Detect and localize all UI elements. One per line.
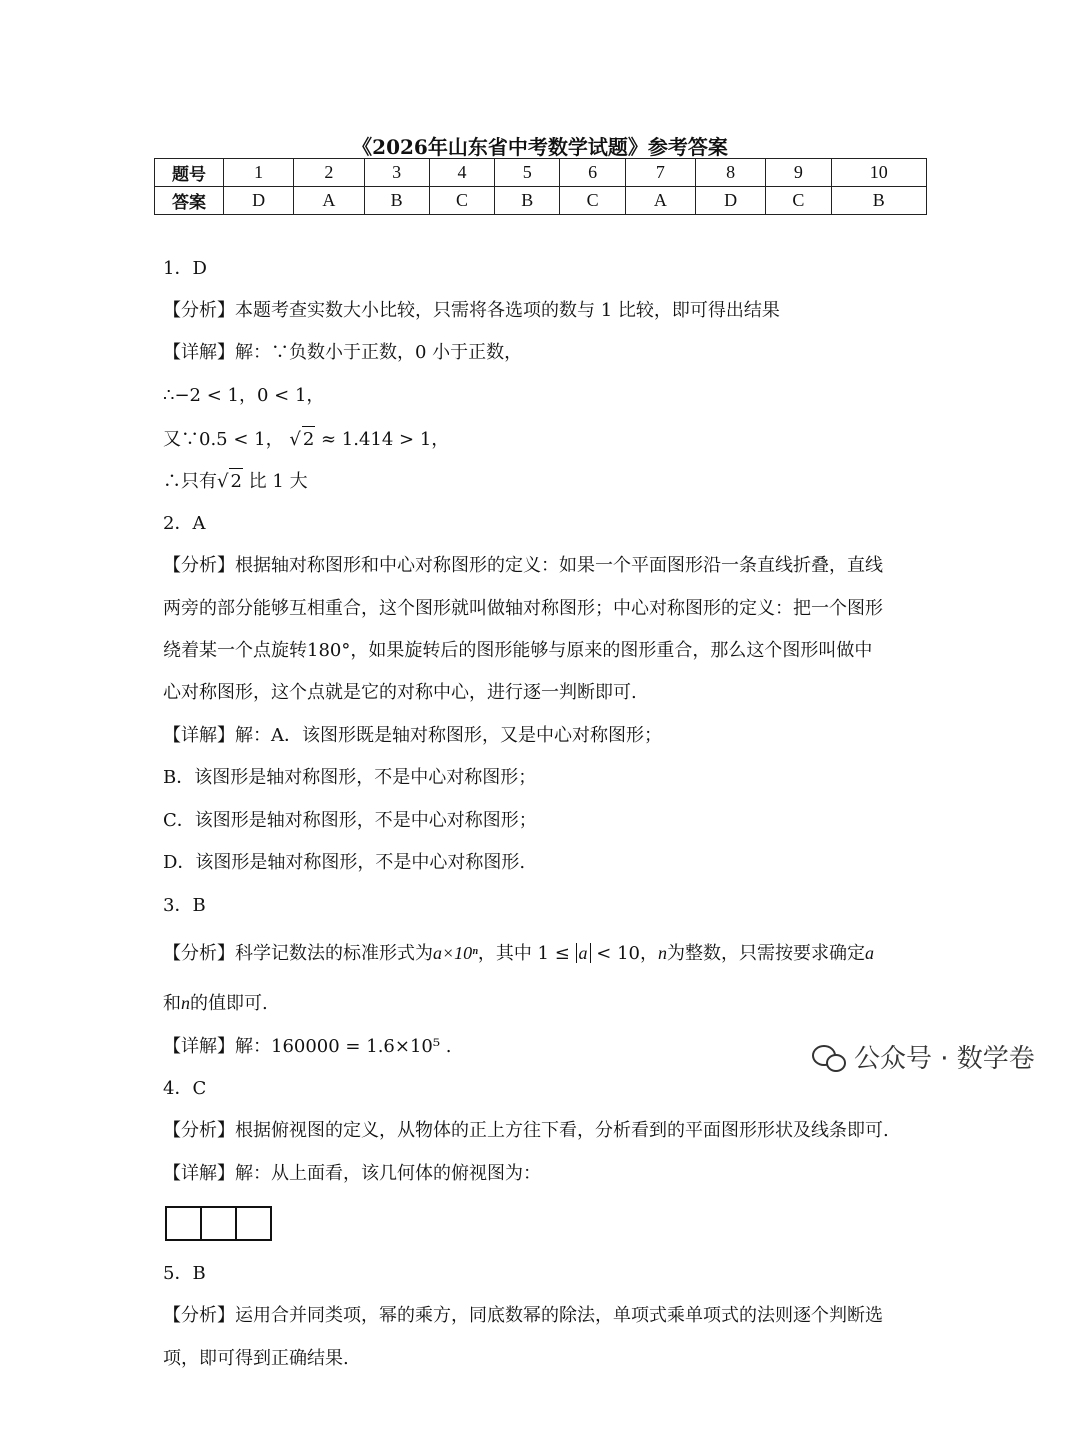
- q3-line2-n: n: [181, 993, 190, 1013]
- table-cell: 6: [560, 159, 625, 187]
- q1-detail: 【详解】解：∵负数小于正数，0 小于正数，: [163, 342, 523, 363]
- table-cell: 4: [429, 159, 494, 187]
- table-cell: 7: [625, 159, 695, 187]
- page-title: 《2026年山东省中考数学试题》参考答案: [352, 135, 728, 159]
- q5-analysis-2: 项，即可得到正确结果.: [163, 1348, 349, 1369]
- q1-step2-a: 又∵0.5 < 1，: [163, 429, 284, 450]
- wechat-icon: [812, 1043, 846, 1071]
- table-row-answers: [155, 187, 927, 215]
- watermark: [812, 1038, 1035, 1075]
- q3-analysis-d: 为整数，只需按要求确定: [667, 943, 865, 964]
- q1-step2: 又∵0.5 < 1， √ 2 ≈ 1.414 > 1，: [163, 426, 449, 453]
- table-cell: 5: [495, 159, 560, 187]
- table-cell: A: [294, 187, 364, 215]
- row-label-answer: 答案: [155, 187, 224, 215]
- q3-line2-a: 和: [163, 993, 181, 1014]
- q3-analysis-c: < 10，: [596, 943, 658, 964]
- q3-line2-b: 的值即可.: [190, 993, 268, 1014]
- q1-step3-a: ∴只有: [163, 471, 217, 492]
- q3-analysis-1: [163, 940, 874, 967]
- q1-step3-b: 比 1 大: [248, 471, 308, 492]
- q2-option-c: C．该图形是轴对称图形，不是中心对称图形；: [163, 810, 537, 831]
- top-view-square: [165, 1206, 202, 1241]
- table-cell: 10: [831, 159, 926, 187]
- answer-table: [154, 158, 927, 215]
- table-cell: C: [766, 187, 831, 215]
- row-label-number: 题号: [155, 159, 224, 187]
- q3-expr: a×10ⁿ: [433, 943, 478, 963]
- table-cell: B: [495, 187, 560, 215]
- q3-n: n: [658, 943, 667, 963]
- q2-analysis-3: 绕着某一个点旋转180°，如果旋转后的图形能够与原来的图形重合，那么这个图形叫做中: [163, 640, 873, 661]
- q3-analysis-b: ，其中 1 ≤: [477, 943, 570, 964]
- q1-heading: 1．D: [163, 258, 207, 279]
- table-cell: 3: [364, 159, 429, 187]
- q2-option-d: D．该图形是轴对称图形，不是中心对称图形.: [163, 852, 526, 873]
- table-cell: 9: [766, 159, 831, 187]
- q1-step1: ∴−2 < 1，0 < 1，: [163, 385, 325, 406]
- q3-detail: 【详解】解：160000 = 1.6×10⁵ .: [163, 1036, 452, 1057]
- q3-heading: 3．B: [163, 895, 206, 916]
- q5-heading: 5．B: [163, 1263, 206, 1284]
- table-cell: C: [429, 187, 494, 215]
- abs-value: a: [576, 943, 591, 963]
- table-cell: 2: [294, 159, 364, 187]
- q2-detail: 【详解】解：A．该图形既是轴对称图形，又是中心对称图形；: [163, 725, 662, 746]
- table-cell: C: [560, 187, 625, 215]
- sqrt-radicand: 2: [229, 468, 242, 495]
- q5-analysis-1: 【分析】运用合并同类项，幂的乘方，同底数幂的除法，单项式乘单项式的法则逐个判断选: [163, 1305, 883, 1326]
- table-cell: D: [224, 187, 294, 215]
- sqrt-radicand: 2: [302, 426, 315, 453]
- top-view-figure: [165, 1206, 272, 1241]
- table-row-numbers: [155, 159, 927, 187]
- q4-heading: 4．C: [163, 1078, 207, 1099]
- q2-analysis-2: 两旁的部分能够互相重合，这个图形就叫做轴对称图形；中心对称图形的定义：把一个图形: [163, 598, 883, 619]
- table-cell: A: [625, 187, 695, 215]
- q2-option-b: B．该图形是轴对称图形，不是中心对称图形；: [163, 767, 537, 788]
- q3-analysis-a: 【分析】科学记数法的标准形式为: [163, 943, 433, 964]
- q1-analysis: 【分析】本题考查实数大小比较，只需将各选项的数与 1 比较，即可得出结果: [163, 300, 780, 321]
- table-cell: B: [831, 187, 926, 215]
- q4-detail: 【详解】解：从上面看，该几何体的俯视图为：: [163, 1163, 541, 1184]
- q2-analysis-4: 心对称图形，这个点就是它的对称中心，进行逐一判断即可.: [163, 682, 637, 703]
- table-cell: D: [696, 187, 766, 215]
- q1-step3: ∴只有√ 2 比 1 大: [163, 468, 308, 495]
- q4-analysis: 【分析】根据俯视图的定义，从物体的正上方往下看，分析看到的平面图形形状及线条即可.: [163, 1120, 889, 1141]
- top-view-square: [200, 1206, 237, 1241]
- top-view-square: [235, 1206, 272, 1241]
- watermark-text: 公众号 · 数学卷: [854, 1044, 1035, 1074]
- q3-a2: a: [865, 943, 874, 963]
- table-cell: B: [364, 187, 429, 215]
- q2-heading: 2．A: [163, 513, 206, 534]
- q3-analysis-2: [163, 990, 268, 1017]
- q1-step2-b: ≈ 1.414 > 1，: [321, 429, 450, 450]
- q2-analysis-1: 【分析】根据轴对称图形和中心对称图形的定义：如果一个平面图形沿一条直线折叠，直线: [163, 555, 883, 576]
- table-cell: 1: [224, 159, 294, 187]
- table-cell: 8: [696, 159, 766, 187]
